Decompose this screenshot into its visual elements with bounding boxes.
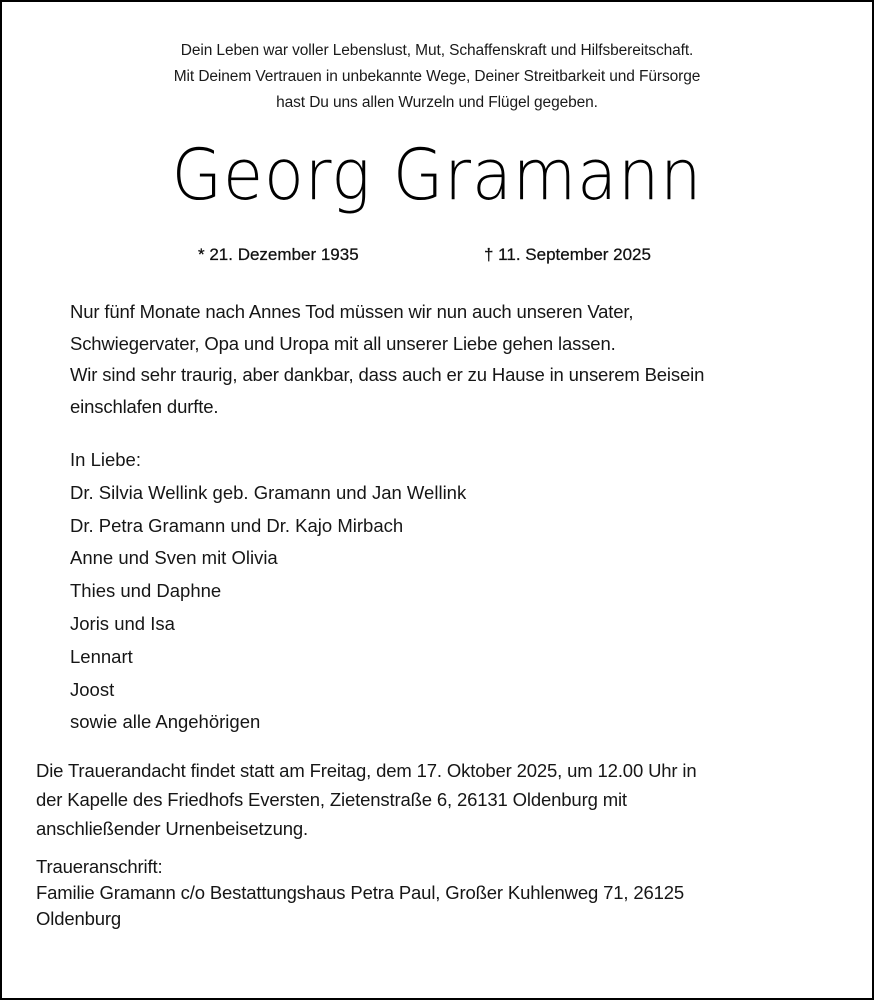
mourners-list [70, 444, 830, 739]
mourner-entry: Joris und Isa [70, 612, 175, 634]
service-line: der Kapelle des Friedhofs Eversten, Zietenstraße 6, 26131 Oldenburg mit [36, 789, 627, 810]
message-line: Schwiegervater, Opa und Uropa mit all unserer Liebe gehen lassen. [70, 332, 616, 354]
address-label: Traueranschrift: [36, 856, 163, 877]
funeral-service-info [36, 756, 836, 843]
message-line: Wir sind sehr traurig, aber dankbar, dass auch er zu Hause in unserem Beisein [70, 364, 705, 385]
birth-date: * 21. Dezember 1935 [198, 245, 359, 264]
message-line: einschlafen durfte. [70, 395, 219, 417]
motto-line: Dein Leben war voller Lebenslust, Mut, Schaffenskraft und Hilfsbereitschaft. [180, 42, 694, 59]
mourner-entry: Dr. Silvia Wellink geb. Gramann und Jan Wellink [70, 481, 467, 503]
death-date: † 11. September 2025 [484, 245, 651, 264]
service-line: anschließender Urnenbeisetzung. [36, 818, 308, 839]
deceased-name: Georg Gramann [171, 134, 703, 216]
message-line: Nur fünf Monate nach Annes Tod müssen wir nun auch unseren Vater, [70, 301, 634, 322]
motto-line: Mit Deinem Vertrauen in unbekannte Wege, Deiner Streitbarkeit und Fürsorge [173, 68, 701, 85]
mourner-entry: Thies und Daphne [70, 580, 222, 602]
mourner-entry: Joost [70, 678, 115, 700]
condolence-address [36, 854, 836, 932]
mourners-intro: In Liebe: [70, 449, 141, 470]
mourner-entry: Dr. Petra Gramann und Dr. Kajo Mirbach [70, 514, 404, 536]
mourner-entry: sowie alle Angehörigen [70, 711, 261, 733]
mourner-entry: Anne und Sven mit Olivia [70, 547, 278, 569]
service-line: Die Trauerandacht findet statt am Freitag, dem 17. Oktober 2025, um 12.00 Uhr in [36, 760, 697, 781]
notice-message [70, 296, 830, 422]
motto-line: hast Du uns allen Wurzeln und Flügel gegeben. [276, 94, 598, 111]
address-line: Oldenburg [36, 908, 122, 929]
mourner-entry: Lennart [70, 645, 133, 667]
address-line: Familie Gramann c/o Bestattungshaus Petra Paul, Großer Kuhlenweg 71, 26125 [36, 882, 685, 903]
motto-verse [2, 38, 872, 116]
